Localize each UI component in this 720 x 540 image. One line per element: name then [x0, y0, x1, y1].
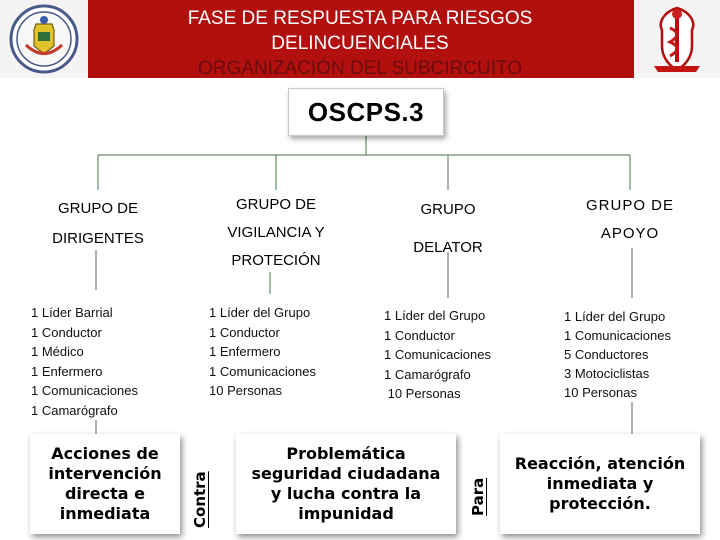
list-item: 1 Líder Barrial [31, 305, 113, 320]
list-item: 1 Comunicaciones [31, 383, 138, 398]
group-heading-line: GRUPO DE [235, 196, 316, 213]
list-item: 10 Personas [209, 383, 282, 398]
actions-line: directa e [64, 484, 145, 503]
title-line-2: DELINCUENCIALES [271, 33, 449, 54]
list-item: 1 Conductor [31, 324, 102, 340]
list-item: 10 Personas [384, 386, 461, 401]
group-heading-line: DIRIGENTES [52, 230, 144, 247]
problem-box [236, 434, 456, 534]
list-item: 1 Comunicaciones [209, 363, 316, 379]
problem-line: Problemática [286, 444, 406, 463]
title-line-1: FASE DE RESPUESTA PARA RIESGOS [187, 8, 533, 29]
group-heading-line: GRUPO [420, 201, 476, 218]
list-item: 1 Comunicaciones [564, 328, 671, 343]
member-list-apoyo [564, 307, 671, 402]
actions-box [30, 434, 180, 534]
list-item: 3 Motociclistas [564, 366, 650, 381]
list-item: 1 Líder del Grupo [564, 309, 666, 324]
actions-line: inmediata [59, 504, 151, 523]
list-item: 1 Enfermero [209, 344, 281, 359]
reaction-line: Reacción, atención [514, 454, 686, 473]
connector-label-contra: Contra [191, 471, 209, 528]
member-list-dirigentes [31, 303, 138, 420]
reaction-box [500, 434, 700, 534]
list-item: 1 Camarógrafo [384, 366, 471, 382]
list-item: 1 Conductor [384, 327, 455, 343]
member-list-delator [384, 306, 491, 404]
group-heading-line: PROTECIÓN [231, 252, 321, 269]
list-item: 1 Camarógrafo [31, 402, 118, 418]
group-heading-line: DELATOR [413, 239, 483, 256]
list-item: 1 Líder del Grupo [209, 305, 311, 320]
list-item: 10 Personas [564, 385, 637, 400]
problem-line: impunidad [298, 504, 394, 523]
root-node: OSCPS.3 [288, 88, 444, 136]
group-heading-line: APOYO [600, 225, 660, 242]
title-line-3: ORGANIZACIÓN DEL SUBCIRCUITO [197, 58, 523, 74]
group-heading-apoyo [560, 192, 700, 248]
group-heading-line: VIGILANCIA Y [227, 224, 325, 241]
reaction-line: protección. [549, 494, 651, 513]
connector-label-para: Para [469, 477, 487, 516]
group-heading-line: GRUPO DE [57, 200, 138, 217]
actions-line: Acciones de [51, 444, 159, 463]
group-heading-line: GRUPO DE [585, 197, 674, 214]
list-item: 1 Enfermero [31, 363, 103, 379]
problem-line: y lucha contra la [270, 484, 422, 503]
list-item: 1 Médico [31, 344, 84, 359]
member-list-vigilancia [209, 303, 316, 401]
problem-line: seguridad ciudadana [251, 464, 441, 483]
group-heading-delator [378, 191, 518, 267]
reaction-line: inmediata y [546, 474, 654, 493]
list-item: 1 Líder del Grupo [384, 308, 486, 323]
group-heading-dirigentes [28, 194, 168, 254]
actions-line: intervención [48, 464, 162, 483]
group-heading-vigilancia [196, 191, 356, 275]
list-item: 1 Comunicaciones [384, 347, 491, 362]
list-item: 1 Conductor [209, 324, 280, 340]
list-item: 5 Conductores [564, 347, 649, 362]
